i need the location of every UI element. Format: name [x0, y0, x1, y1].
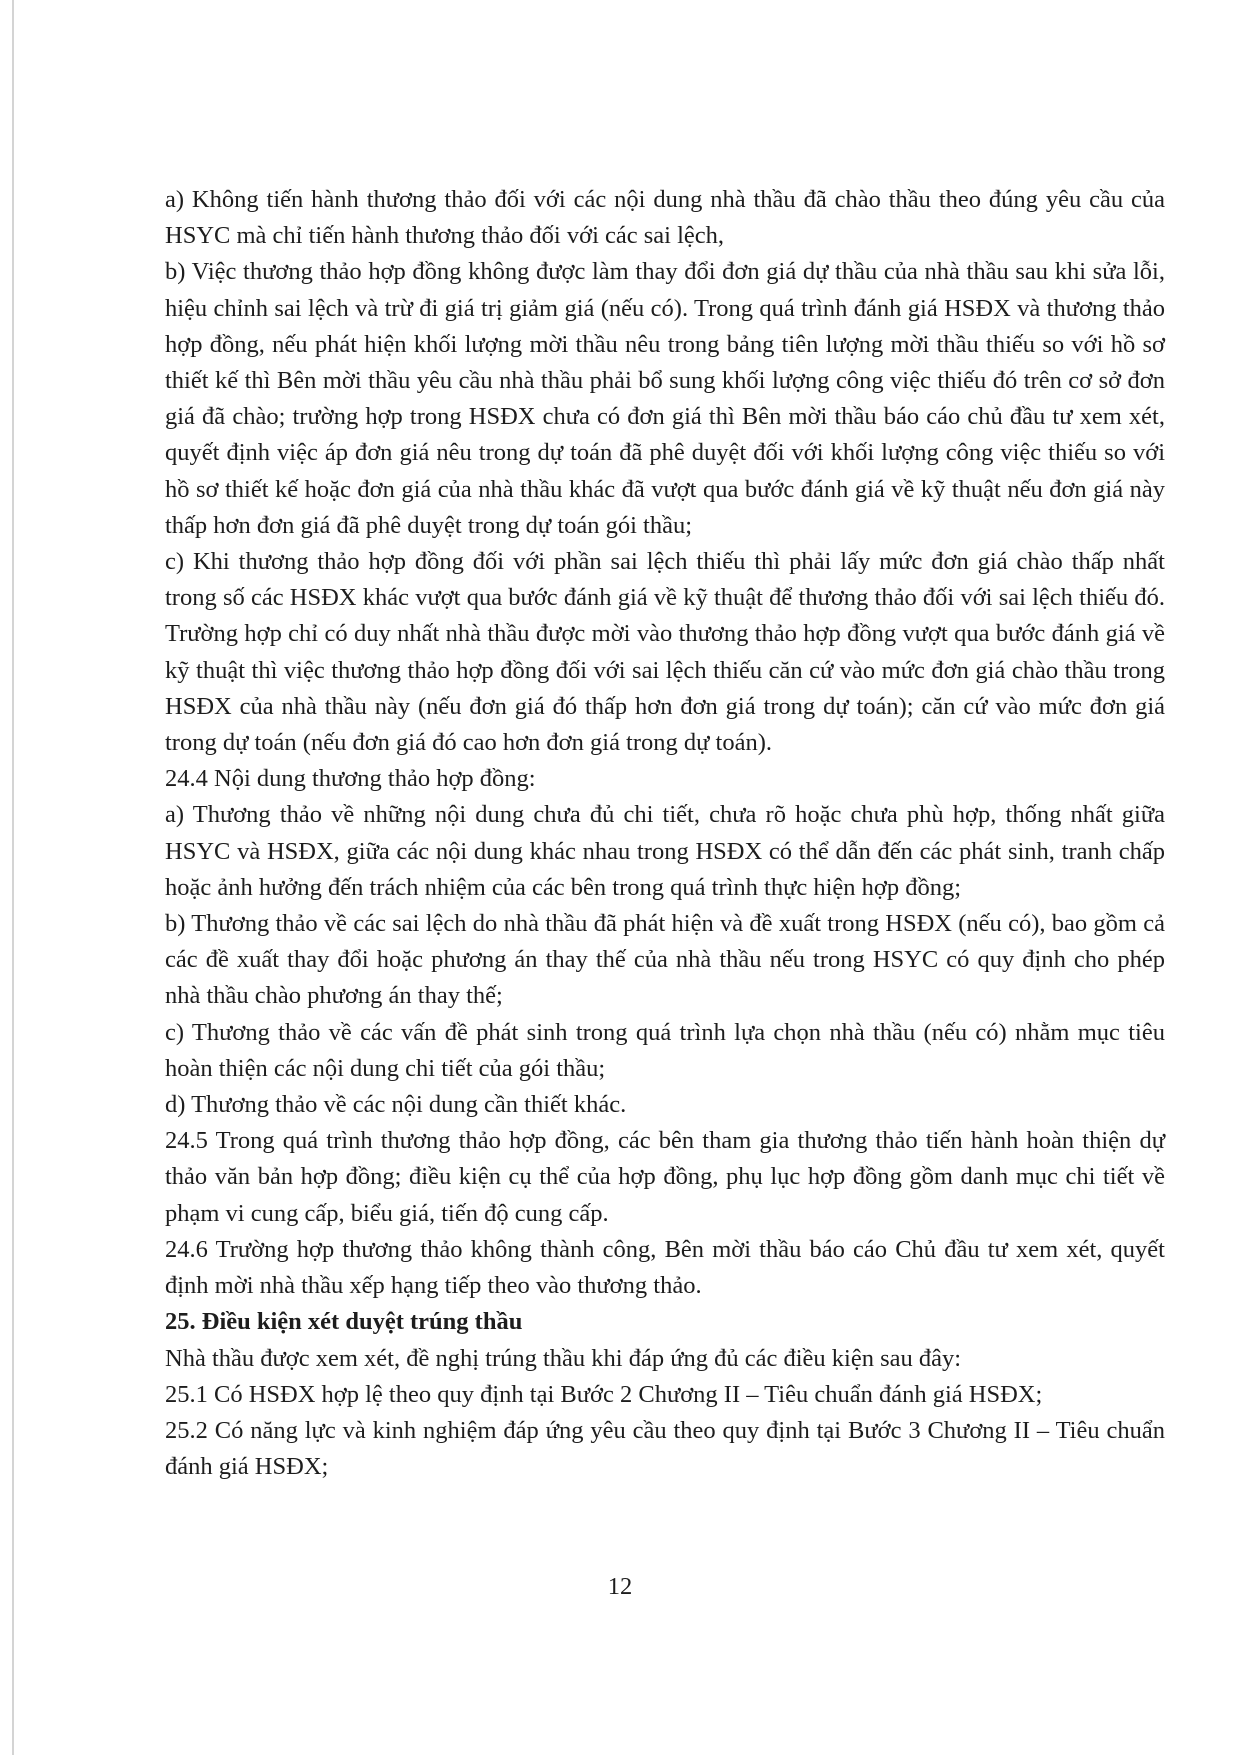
paragraph-section-24-6: 24.6 Trường hợp thương thảo không thành công, Bên mời thầu báo cáo Chủ đầu tư xem xét, quyết định mời nhà thầu xếp hạng tiếp theo vào thương thảo.	[165, 1235, 1165, 1300]
paragraph-24-4-a: a) Thương thảo về những nội dung chưa đủ chi tiết, chưa rõ hoặc chưa phù hợp, thống nhất giữa HSYC và HSĐX, giữa các nội dung khác nhau trong HSĐX có thể dẫn đến các phát sinh, tranh chấp hoặc ảnh hưởng đến trách nhiệm của các bên trong quá trình thực hiện hợp đồng;	[165, 801, 1165, 901]
paragraph-24-4-d: d) Thương thảo về các nội dung cần thiết khác.	[165, 1091, 627, 1119]
section-heading-25: 25. Điều kiện xét duyệt trúng thầu	[165, 1308, 523, 1336]
paragraph-item-c-missing-deviation: c) Khi thương thảo hợp đồng đối với phần sai lệch thiếu thì phải lấy mức đơn giá chào thấp nhất trong số các HSĐX khác vượt qua bước đánh giá về kỹ thuật để thương thảo đối với sai lệch thiếu đó. Trường hợp chỉ có duy nhất nhà thầu được mời vào thương thảo hợp đồng vượt qua bước đánh giá về kỹ thuật thì việc thương thảo hợp đồng đối với sai lệch thiếu căn cứ vào mức đơn giá chào thầu trong HSĐX của nhà thầu này (nếu đơn giá đó thấp hơn đơn giá trong dự toán); căn cứ vào mức đơn giá trong dự toán (nếu đơn giá đó cao hơn đơn giá trong dự toán).	[165, 548, 1165, 757]
paragraph-section-25-2: 25.2 Có năng lực và kinh nghiệm đáp ứng yêu cầu theo quy định tại Bước 3 Chương II – Tiêu chuẩn đánh giá HSĐX;	[165, 1416, 1165, 1481]
paragraph-24-4-b: b) Thương thảo về các sai lệch do nhà thầu đã phát hiện và đề xuất trong HSĐX (nếu có), bao gồm cả các đề xuất thay đổi hoặc phương án thay thế của nhà thầu nếu trong HSYC có quy định cho phép nhà thầu chào phương án thay thế;	[165, 910, 1165, 1010]
document-body	[165, 182, 1165, 1485]
page-number: 12	[607, 1573, 633, 1600]
paragraph-item-a-no-negotiation: a) Không tiến hành thương thảo đối với các nội dung nhà thầu đã chào thầu theo đúng yêu cầu của HSYC mà chỉ tiến hành thương thảo đối với các sai lệch,	[165, 186, 1165, 250]
page-left-edge	[12, 0, 14, 1755]
paragraph-section-25-1: 25.1 Có HSĐX hợp lệ theo quy định tại Bước 2 Chương II – Tiêu chuẩn đánh giá HSĐX;	[165, 1380, 1043, 1408]
paragraph-section-24-4: 24.4 Nội dung thương thảo hợp đồng:	[165, 765, 536, 793]
paragraph-section-25-intro: Nhà thầu được xem xét, đề nghị trúng thầu khi đáp ứng đủ các điều kiện sau đây:	[165, 1344, 962, 1372]
paragraph-section-24-5: 24.5 Trong quá trình thương thảo hợp đồng, các bên tham gia thương thảo tiến hành hoàn thiện dự thảo văn bản hợp đồng; điều kiện cụ thể của hợp đồng, phụ lục hợp đồng gồm danh mục chi tiết về phạm vi cung cấp, biểu giá, tiến độ cung cấp.	[165, 1127, 1165, 1227]
paragraph-24-4-c: c) Thương thảo về các vấn đề phát sinh trong quá trình lựa chọn nhà thầu (nếu có) nhằm mục tiêu hoàn thiện các nội dung chi tiết của gói thầu;	[165, 1018, 1165, 1082]
paragraph-item-b-unit-price: b) Việc thương thảo hợp đồng không được làm thay đổi đơn giá dự thầu của nhà thầu sau khi sửa lỗi, hiệu chỉnh sai lệch và trừ đi giá trị giảm giá (nếu có). Trong quá trình đánh giá HSĐX và thương thảo hợp đồng, nếu phát hiện khối lượng mời thầu nêu trong bảng tiên lượng mời thầu thiếu so với hồ sơ thiết kế thì Bên mời thầu yêu cầu nhà thầu phải bổ sung khối lượng công việc thiếu đó trên cơ sở đơn giá đã chào; trường hợp trong HSĐX chưa có đơn giá thì Bên mời thầu báo cáo chủ đầu tư xem xét, quyết định việc áp đơn giá nêu trong dự toán đã phê duyệt đối với khối lượng công việc thiếu so với hồ sơ thiết kế hoặc đơn giá của nhà thầu khác đã vượt qua bước đánh giá về kỹ thuật nếu đơn giá này thấp hơn đơn giá đã phê duyệt trong dự toán gói thầu;	[165, 258, 1165, 539]
